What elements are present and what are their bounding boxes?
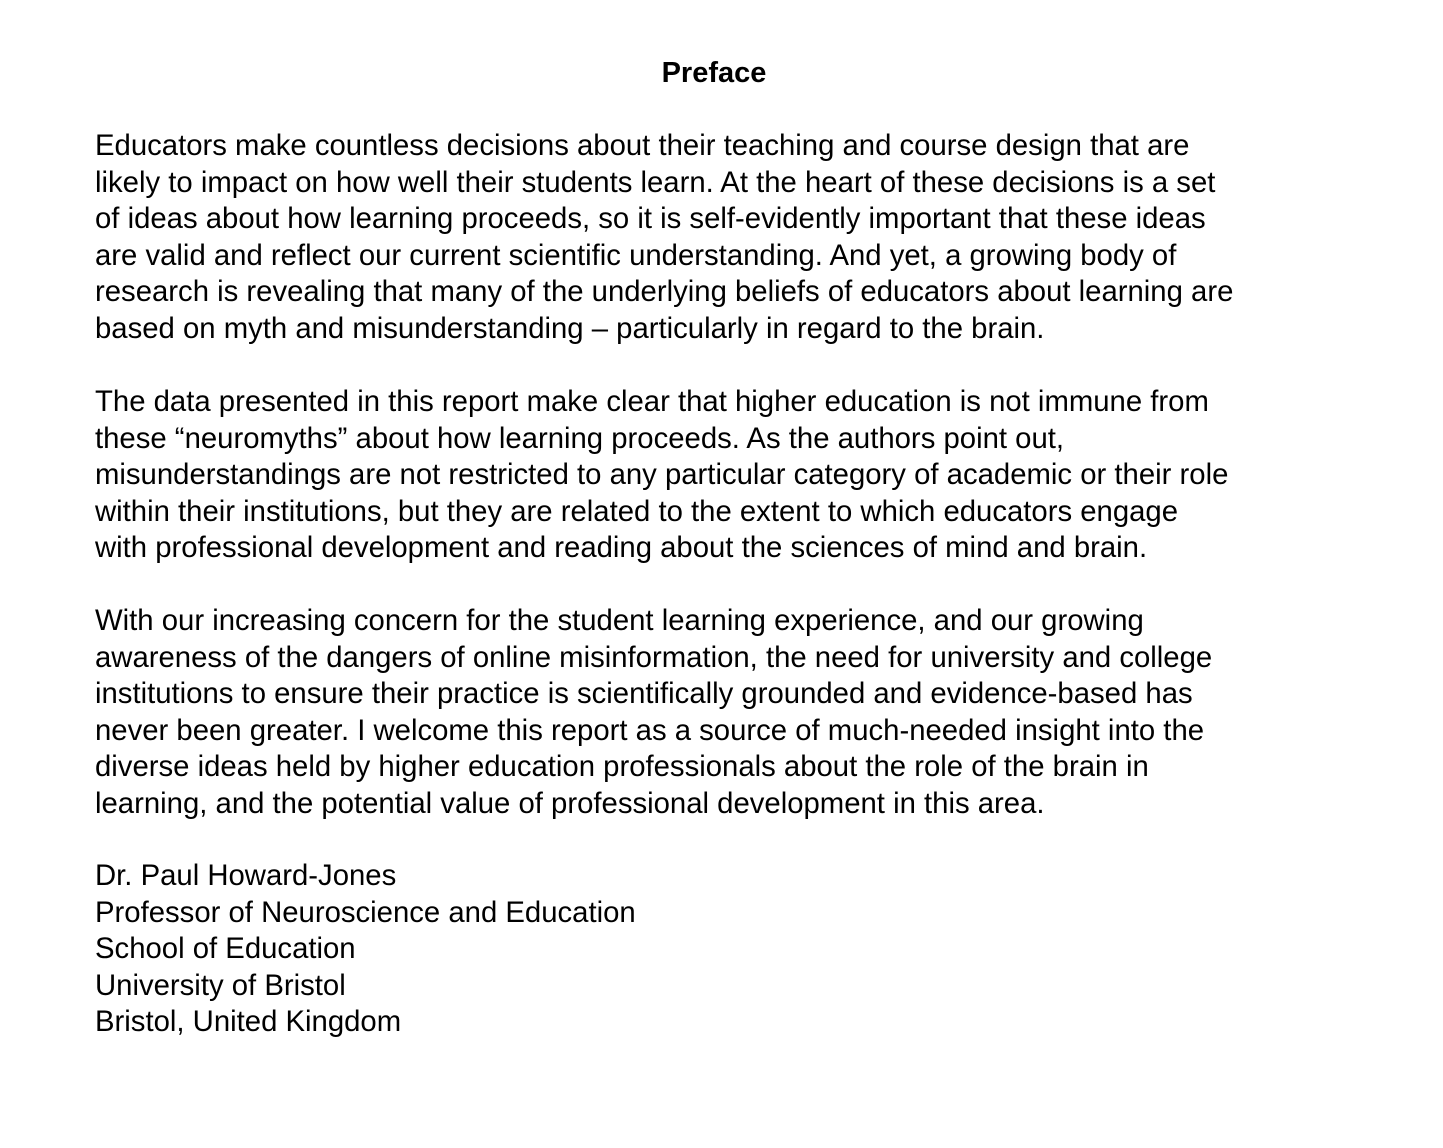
page-title: Preface bbox=[661, 57, 767, 89]
paragraph-3 bbox=[95, 603, 1395, 822]
paragraph-line: Educators make countless decisions about their teaching and course design that are bbox=[95, 129, 1190, 162]
paragraph-line: likely to impact on how well their students learn. At the heart of these decisions is a set bbox=[95, 165, 1216, 199]
paragraph-line: are valid and reflect our current scientific understanding. And yet, a growing body of bbox=[95, 238, 1177, 272]
paragraph-2 bbox=[95, 384, 1395, 567]
paragraph-line: learning, and the potential value of professional development in this area. bbox=[95, 786, 1045, 820]
signature-location: Bristol, United Kingdom bbox=[95, 1005, 402, 1038]
paragraph-1 bbox=[95, 128, 1395, 347]
paragraph-line: based on myth and misunderstanding – particularly in regard to the brain. bbox=[95, 311, 1045, 345]
signature-block bbox=[95, 858, 1395, 1041]
paragraph-line: institutions to ensure their practice is scientifically grounded and evidence-based has bbox=[95, 677, 1193, 710]
signature-name: Dr. Paul Howard-Jones bbox=[95, 859, 397, 892]
signature-department: School of Education bbox=[95, 932, 356, 965]
paragraph-line: these “neuromyths” about how learning proceeds. As the authors point out, bbox=[95, 421, 1065, 455]
paragraph-line: The data presented in this report make clear that higher education is not immune from bbox=[95, 385, 1209, 418]
paragraph-line: within their institutions, but they are related to the extent to which educators engage bbox=[95, 494, 1179, 528]
paragraph-line: research is revealing that many of the underlying beliefs of educators about learning are bbox=[95, 275, 1234, 308]
signature-position: Professor of Neuroscience and Education bbox=[95, 895, 636, 929]
paragraph-line: never been greater. I welcome this report as a source of much-needed insight into the bbox=[95, 713, 1205, 747]
paragraph-line: awareness of the dangers of online misinformation, the need for university and college bbox=[95, 640, 1213, 674]
paragraph-line: With our increasing concern for the student learning experience, and our growing bbox=[95, 604, 1144, 637]
paragraph-line: of ideas about how learning proceeds, so it is self-evidently important that these ideas bbox=[95, 202, 1206, 235]
paragraph-line: with professional development and reading about the sciences of mind and brain. bbox=[95, 531, 1148, 564]
paragraph-line: diverse ideas held by higher education professionals about the role of the brain in bbox=[95, 750, 1149, 783]
signature-institution: University of Bristol bbox=[95, 968, 346, 1002]
paragraph-line: misunderstandings are not restricted to any particular category of academic or their role bbox=[95, 458, 1229, 491]
